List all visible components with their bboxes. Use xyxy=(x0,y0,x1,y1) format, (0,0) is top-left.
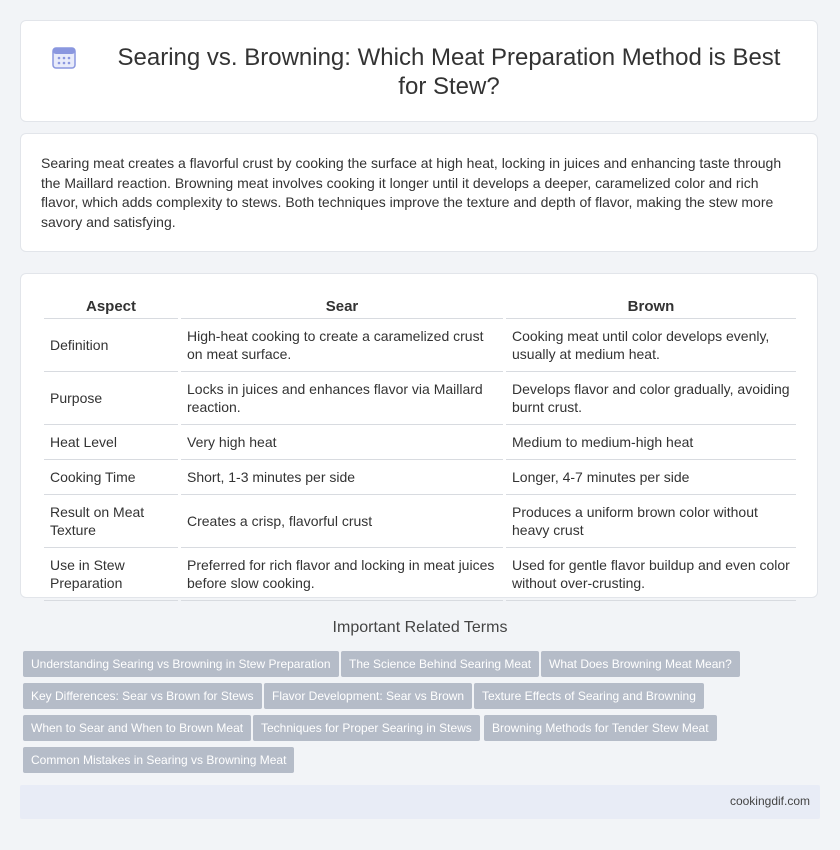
related-tag[interactable]: Texture Effects of Searing and Browning xyxy=(474,683,704,709)
related-tag[interactable]: Common Mistakes in Searing vs Browning Meat xyxy=(23,747,294,773)
table-row xyxy=(44,548,796,601)
header-brown: Brown xyxy=(506,294,796,319)
aspect-cell: Result on Meat Texture xyxy=(44,495,178,548)
related-tag[interactable]: When to Sear and When to Brown Meat xyxy=(23,715,251,741)
table-row xyxy=(44,372,796,425)
intro-paragraph: Searing meat creates a flavorful crust by cooking the surface at high heat, locking in juices and enhancing taste through the Maillard reaction. Browning meat involves cooking it longer until it develops a deeper, caramelized color and rich flavor, which adds complexity to stews. Both techniques improve the texture and depth of flavor, making the stew more savory and satisfying. xyxy=(41,155,782,230)
header-sear: Sear xyxy=(181,294,503,319)
related-tag[interactable]: Understanding Searing vs Browning in Stew Preparation xyxy=(23,651,339,677)
brown-cell: Used for gentle flavor buildup and even color without over-crusting. xyxy=(506,548,796,601)
brown-cell: Develops flavor and color gradually, avoiding burnt crust. xyxy=(506,372,796,425)
comparison-card xyxy=(20,273,818,598)
related-tag[interactable]: Techniques for Proper Searing in Stews xyxy=(253,715,480,741)
brown-cell: Cooking meat until color develops evenly, usually at medium heat. xyxy=(506,319,796,372)
related-tag[interactable]: The Science Behind Searing Meat xyxy=(341,651,539,677)
related-tag[interactable]: Flavor Development: Sear vs Brown xyxy=(264,683,472,709)
sear-cell: Very high heat xyxy=(181,425,503,460)
related-tag[interactable]: Browning Methods for Tender Stew Meat xyxy=(484,715,717,741)
calendar-icon xyxy=(51,44,77,70)
comparison-table xyxy=(41,294,799,601)
page-title: Searing vs. Browning: Which Meat Preparation Method is Best for Stew? xyxy=(117,44,781,100)
table-row xyxy=(44,460,796,495)
brown-cell: Longer, 4-7 minutes per side xyxy=(506,460,796,495)
brown-cell: Medium to medium-high heat xyxy=(506,425,796,460)
related-tag[interactable]: Key Differences: Sear vs Brown for Stews xyxy=(23,683,262,709)
sear-cell: Locks in juices and enhances flavor via Maillard reaction. xyxy=(181,372,503,425)
aspect-cell: Use in Stew Preparation xyxy=(44,548,178,601)
aspect-cell: Definition xyxy=(44,319,178,372)
header-aspect: Aspect xyxy=(44,294,178,319)
brown-cell: Produces a uniform brown color without heavy crust xyxy=(506,495,796,548)
sear-cell: Preferred for rich flavor and locking in meat juices before slow cooking. xyxy=(181,548,503,601)
intro-card xyxy=(20,133,818,252)
title-card xyxy=(20,20,818,122)
related-tag[interactable]: What Does Browning Meat Mean? xyxy=(541,651,740,677)
table-row xyxy=(44,425,796,460)
related-terms-title: Important Related Terms xyxy=(332,619,508,636)
site-name[interactable]: cookingdif.com xyxy=(729,794,810,808)
sear-cell: High-heat cooking to create a caramelized crust on meat surface. xyxy=(181,319,503,372)
footer xyxy=(20,785,820,819)
table-row xyxy=(44,495,796,548)
table-header-row xyxy=(44,294,796,319)
aspect-cell: Cooking Time xyxy=(44,460,178,495)
sear-cell: Creates a crisp, flavorful crust xyxy=(181,495,503,548)
aspect-cell: Heat Level xyxy=(44,425,178,460)
table-row xyxy=(44,319,796,372)
sear-cell: Short, 1-3 minutes per side xyxy=(181,460,503,495)
aspect-cell: Purpose xyxy=(44,372,178,425)
